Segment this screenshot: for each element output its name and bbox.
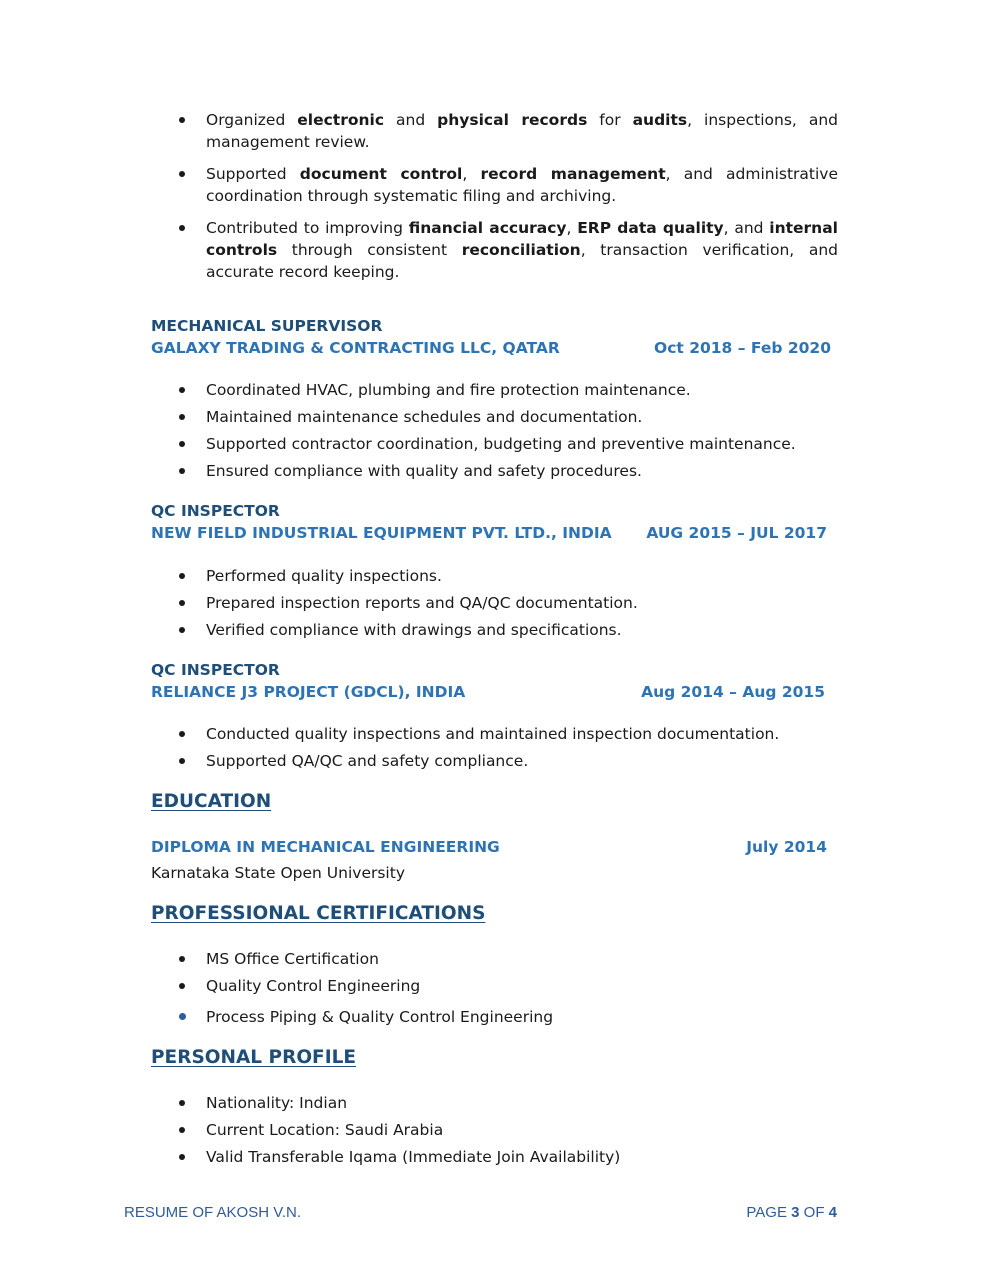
page-current: 3 — [791, 1204, 800, 1221]
footer-page-number — [746, 1204, 837, 1221]
list-item: Performed quality inspections. — [178, 565, 838, 587]
emphasis-text: ERP data quality — [577, 219, 724, 237]
footer-resume-label: RESUME OF AKOSH V.N. — [124, 1204, 301, 1221]
body-text: Supported — [206, 165, 300, 183]
job-dates: Aug 2014 – Aug 2015 — [641, 683, 825, 701]
list-item: Conducted quality inspections and maintained inspection documentation. — [178, 723, 838, 745]
job-dates: Oct 2018 – Feb 2020 — [654, 339, 831, 357]
job-bullet-list — [178, 379, 838, 487]
list-item: Current Location: Saudi Arabia — [178, 1119, 838, 1141]
degree-date: July 2014 — [746, 838, 827, 856]
body-text: , transaction verification, and accurate record keeping. — [206, 241, 839, 281]
emphasis-text: document control — [299, 165, 463, 183]
list-item — [178, 217, 838, 283]
list-item: Supported contractor coordination, budgeting and preventive maintenance. — [178, 433, 838, 455]
list-item: Process Piping & Quality Control Engineering — [178, 1006, 838, 1028]
emphasis-text: record management — [480, 165, 666, 183]
emphasis-text: physical records — [437, 111, 588, 129]
job-dates: AUG 2015 – JUL 2017 — [646, 524, 827, 542]
list-item: MS Office Certification — [178, 948, 838, 970]
body-text: , and — [723, 219, 770, 237]
list-item: Quality Control Engineering — [178, 975, 838, 997]
body-text: for — [587, 111, 633, 129]
page-prefix: PAGE — [746, 1204, 792, 1221]
emphasis-text: audits — [632, 111, 688, 129]
list-item: Prepared inspection reports and QA/QC documentation. — [178, 592, 838, 614]
emphasis-text: electronic — [297, 111, 385, 129]
body-text: Contributed to improving — [206, 219, 409, 237]
list-item: Valid Transferable Iqama (Immediate Join Availability) — [178, 1146, 838, 1168]
intro-bullet-list — [178, 109, 838, 293]
certification-list — [178, 948, 838, 1033]
list-item: Nationality: Indian — [178, 1092, 838, 1114]
list-item: Ensured compliance with quality and safety procedures. — [178, 460, 838, 482]
body-text: Organized — [206, 111, 298, 129]
job-company: NEW FIELD INDUSTRIAL EQUIPMENT PVT. LTD., INDIA — [151, 524, 612, 542]
list-item: Coordinated HVAC, plumbing and fire protection maintenance. — [178, 379, 838, 401]
certifications-heading: PROFESSIONAL CERTIFICATIONS — [151, 903, 486, 924]
job-title: MECHANICAL SUPERVISOR — [151, 317, 383, 335]
job-entry — [151, 659, 841, 703]
list-item: Verified compliance with drawings and specifications. — [178, 619, 838, 641]
body-text: , and administrative coordination through systematic filing and archiving. — [206, 165, 838, 205]
job-bullet-list — [178, 723, 838, 777]
list-item — [178, 109, 838, 153]
degree-title: DIPLOMA IN MECHANICAL ENGINEERING — [151, 838, 500, 856]
emphasis-text: financial accuracy — [408, 219, 567, 237]
page-total: 4 — [828, 1204, 837, 1221]
job-entry — [151, 315, 841, 359]
job-title: QC INSPECTOR — [151, 661, 280, 679]
education-heading: EDUCATION — [151, 791, 272, 812]
job-company: GALAXY TRADING & CONTRACTING LLC, QATAR — [151, 339, 560, 357]
body-text: and — [384, 111, 438, 129]
education-entry — [151, 836, 841, 884]
body-text: , inspections, and management review. — [206, 111, 838, 151]
emphasis-text: reconciliation — [461, 241, 581, 259]
list-item: Supported QA/QC and safety compliance. — [178, 750, 838, 772]
body-text: through consistent — [277, 241, 462, 259]
body-text: , — [566, 219, 578, 237]
body-text: , — [462, 165, 481, 183]
emphasis-text: internal controls — [206, 219, 838, 259]
page-of: OF — [799, 1204, 829, 1221]
job-entry — [151, 500, 841, 544]
job-bullet-list — [178, 565, 838, 646]
list-item: Maintained maintenance schedules and documentation. — [178, 406, 838, 428]
list-item — [178, 163, 838, 207]
job-company: RELIANCE J3 PROJECT (GDCL), INDIA — [151, 683, 466, 701]
institution-name: Karnataka State Open University — [151, 864, 405, 882]
job-title: QC INSPECTOR — [151, 502, 280, 520]
personal-profile-list — [178, 1092, 838, 1173]
personal-profile-heading: PERSONAL PROFILE — [151, 1047, 356, 1068]
